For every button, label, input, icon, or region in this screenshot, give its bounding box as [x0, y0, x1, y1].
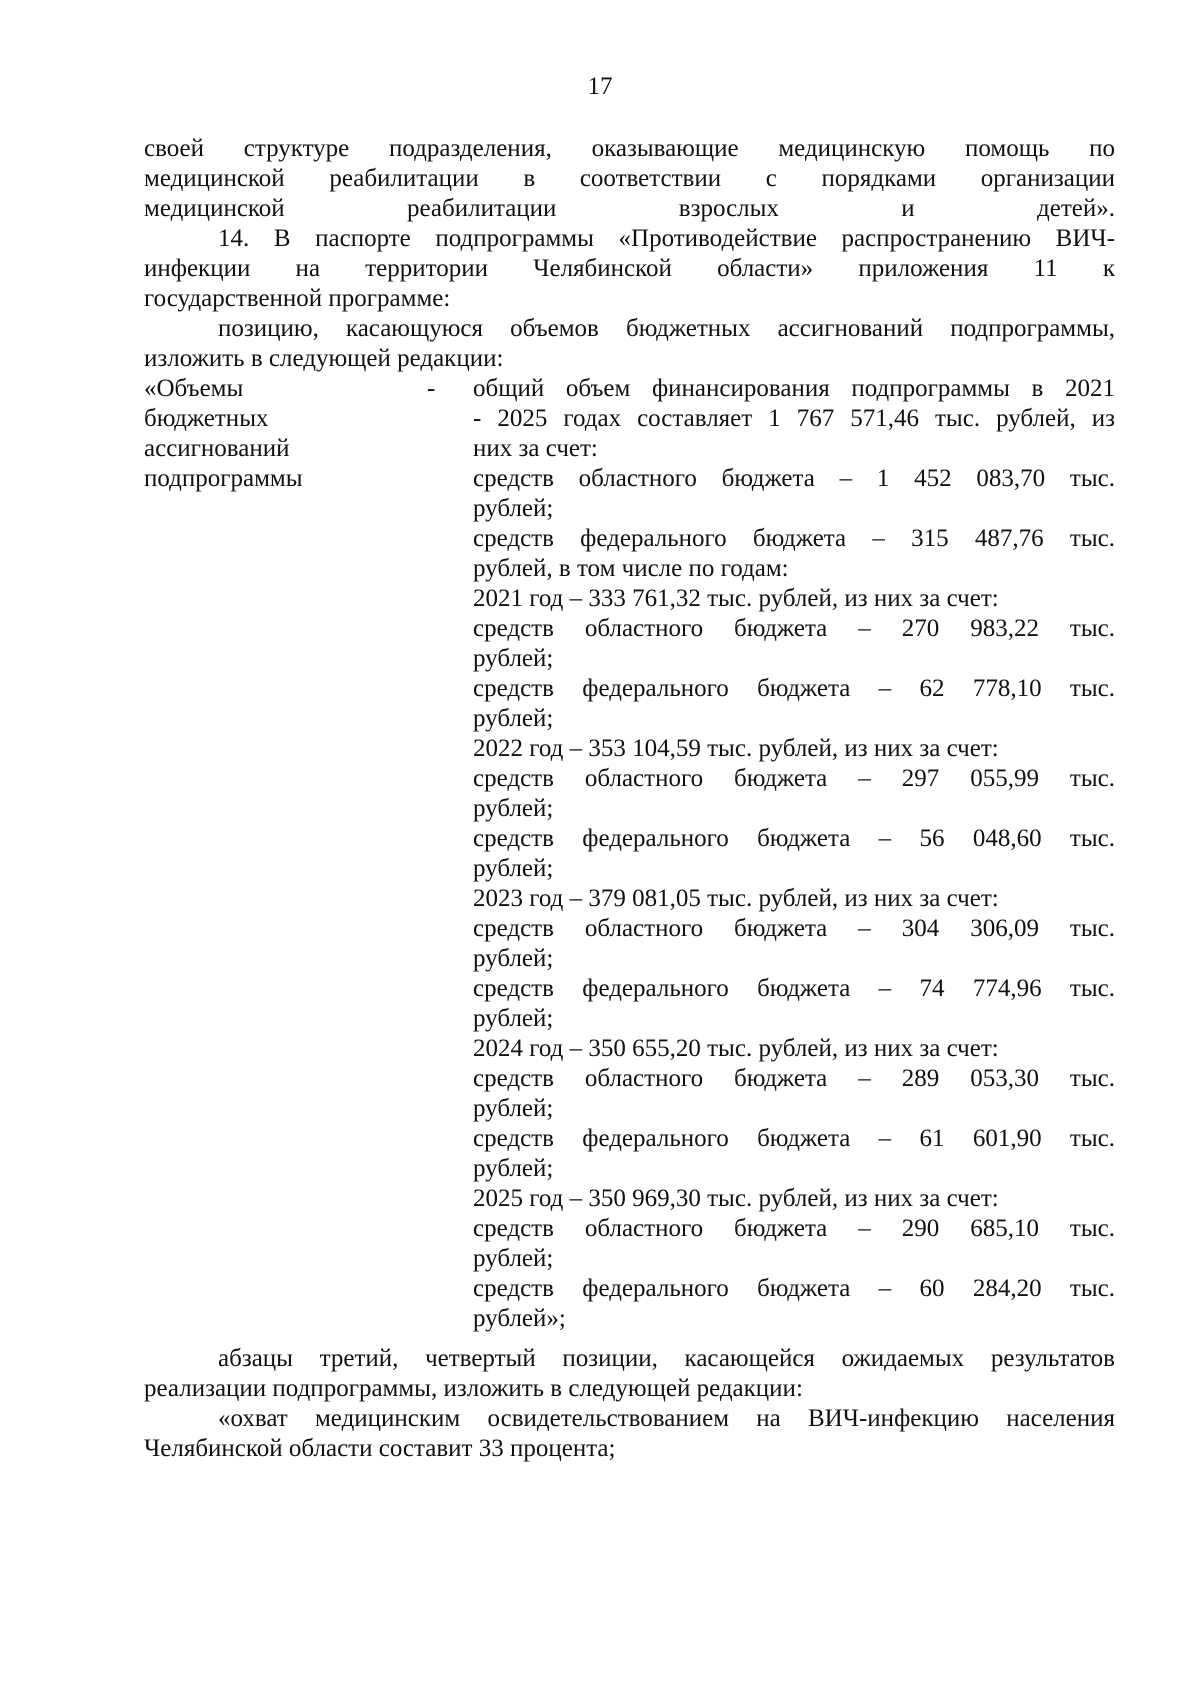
text-line: своей структуре подразделения, оказывающие медицинскую помощь по [144, 135, 1115, 162]
text-line: позицию, касающуюся объемов бюджетных ассигнований подпрограммы, [218, 315, 1115, 342]
text-line: инфекции на территории Челябинской области» приложения 11 к [144, 255, 1115, 282]
text-line: рублей; [473, 945, 554, 972]
text-line: средств областного бюджета – 304 306,09 тыс. [473, 915, 1115, 942]
page-number: 17 [587, 73, 613, 100]
text-line: 14. В паспорте подпрограммы «Противодействие распространению ВИЧ- [218, 225, 1115, 252]
text-line: «охват медицинским освидетельствованием на ВИЧ-инфекцию населения [218, 1405, 1115, 1432]
text-line: средств федерального бюджета – 74 774,96 тыс. [473, 975, 1115, 1002]
text-line: рублей; [473, 645, 554, 672]
text-line: медицинской реабилитации в соответствии с порядками организации [144, 165, 1115, 192]
label-line: ассигнований [144, 435, 290, 462]
text-line: реализации подпрограммы, изложить в следующей редакции: [144, 1375, 803, 1402]
intro-paragraph [144, 134, 1115, 224]
text-line: средств областного бюджета – 290 685,10 тыс. [473, 1215, 1115, 1242]
item-14-paragraph [144, 224, 1115, 314]
passport-value [473, 374, 1115, 1334]
year-2021-line: 2021 год – 333 761,32 тыс. рублей, из них за счет: [473, 585, 999, 612]
text-line: средств федерального бюджета – 62 778,10 тыс. [473, 675, 1115, 702]
text-line: Челябинской области составит 33 процента; [144, 1435, 616, 1462]
text-line: рублей; [473, 1245, 554, 1272]
text-line: общий объем финансирования подпрограммы в 2021 [473, 375, 1115, 402]
text-line: рублей; [473, 855, 554, 882]
year-2024-line: 2024 год – 350 655,20 тыс. рублей, из них за счет: [473, 1035, 999, 1062]
position-paragraph [144, 314, 1115, 374]
text-line: абзацы третий, четвертый позиции, касающейся ожидаемых результатов [218, 1345, 1115, 1372]
passport-row-budget [144, 374, 1115, 1334]
text-line: средств областного бюджета – 1 452 083,70 тыс. [473, 465, 1115, 492]
text-line: рублей, в том числе по годам: [473, 555, 789, 582]
text-line: государственной программе: [144, 285, 451, 312]
text-line: средств областного бюджета – 289 053,30 тыс. [473, 1065, 1115, 1092]
year-2025-line: 2025 год – 350 969,30 тыс. рублей, из них за счет: [473, 1185, 999, 1212]
text-line: - 2025 годах составляет 1 767 571,46 тыс. рублей, из [473, 405, 1115, 432]
text-line: средств федерального бюджета – 61 601,90 тыс. [473, 1125, 1115, 1152]
text-line: средств федерального бюджета – 56 048,60 тыс. [473, 825, 1115, 852]
text-line: изложить в следующей редакции: [144, 345, 504, 372]
text-line: рублей; [473, 495, 554, 522]
text-line: медицинской реабилитации взрослых и детей». [144, 195, 1115, 222]
passport-label [144, 374, 427, 1334]
year-2022-line: 2022 год – 353 104,59 тыс. рублей, из них за счет: [473, 735, 999, 762]
document-body [144, 134, 1115, 1464]
coverage-paragraph [144, 1404, 1115, 1464]
text-line: рублей; [473, 705, 554, 732]
label-line: «Объемы [144, 375, 244, 402]
text-line: рублей; [473, 795, 554, 822]
text-line: рублей; [473, 1005, 554, 1032]
text-line: средств федерального бюджета – 60 284,20 тыс. [473, 1275, 1115, 1302]
text-line: рублей; [473, 1095, 554, 1122]
text-line: средств федерального бюджета – 315 487,76 тыс. [473, 525, 1115, 552]
label-line: подпрограммы [144, 465, 303, 492]
text-line: рублей; [473, 1155, 554, 1182]
text-line: средств областного бюджета – 270 983,22 тыс. [473, 615, 1115, 642]
label-line: бюджетных [144, 405, 269, 432]
text-line: рублей»; [473, 1305, 566, 1332]
text-line: них за счет: [473, 435, 598, 462]
results-paragraph [144, 1344, 1115, 1404]
year-2023-line: 2023 год – 379 081,05 тыс. рублей, из них за счет: [473, 885, 999, 912]
passport-dash: - [427, 375, 436, 402]
text-line: средств областного бюджета – 297 055,99 тыс. [473, 765, 1115, 792]
